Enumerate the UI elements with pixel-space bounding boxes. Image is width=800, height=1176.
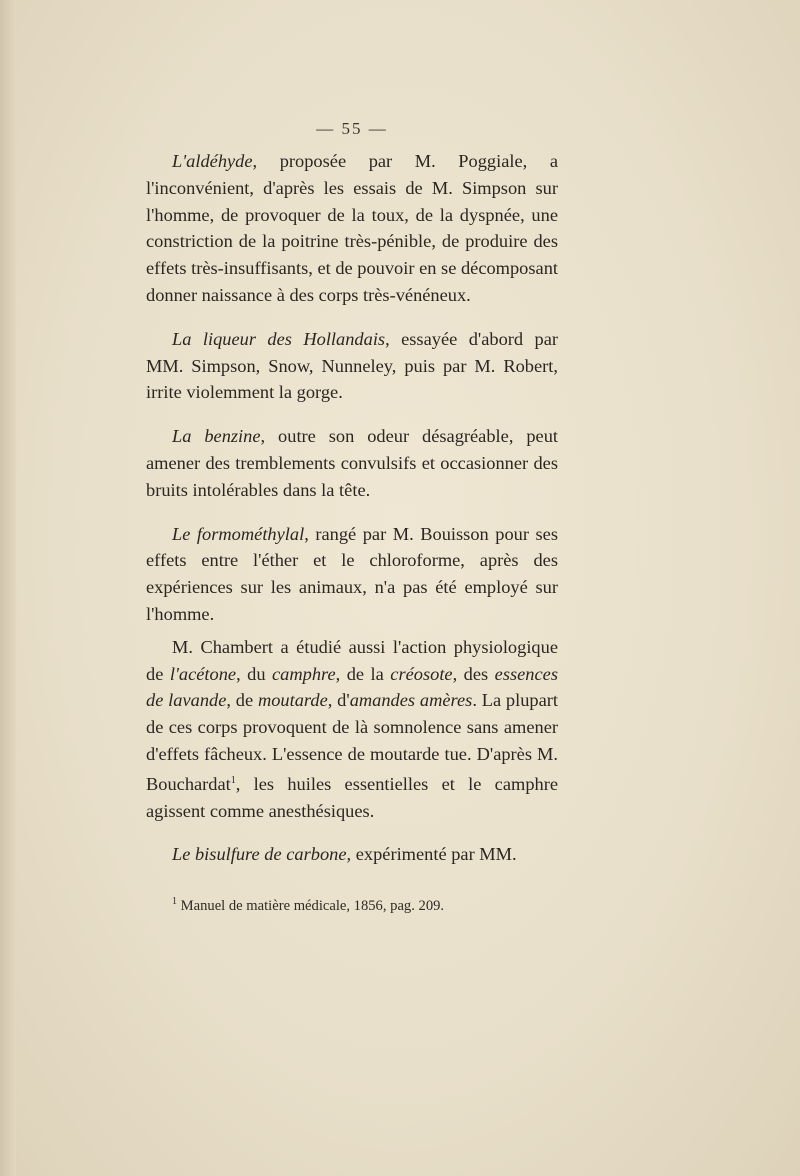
paragraph-chambert [146,634,558,825]
term-liqueur-hollandais: La liqueur des Hollandais [172,328,386,349]
page-gutter-edge [0,0,16,1176]
term-moutarde: moutarde [257,690,328,711]
term-amandes-ameres: amandes amères [349,690,473,711]
chambert-text-4: , des [452,663,495,684]
paragraph-formomethylal [146,521,558,628]
chambert-text-3: , de la [335,663,391,684]
page-number: — 55 — [316,119,388,138]
paragraph-liqueur-hollandais [146,326,558,406]
chambert-text-6: , d' [327,690,350,711]
paragraph-formomethylal-text: , rangé par M. Bouisson pour ses effets entre l'éther et le chloroforme, après des expériences sur les animaux, n'a pas été employé sur l'homme. [146,523,558,624]
footnote [146,892,558,916]
paragraph-bisulfure-text: expérimenté par MM. [351,844,517,865]
term-formomethylal: Le formométhylal [172,523,305,544]
chambert-text-7: . La plupart de ces corps provoquent de là somnolence sans amener d'effets fâcheux. L'essence de moutarde tue. D'après M. Bouchardat [146,690,559,794]
term-aldehyde: L'aldéhyde [172,151,253,171]
term-camphre: camphre [271,663,336,684]
paragraph-benzine-text: outre son odeur désagréable, peut amener des tremblements convulsifs et occasionner des bruits intolérables dans la tête. [146,426,558,500]
chambert-text-1: M. Chambert a étudié aussi l'action physiologique de [146,636,558,684]
footnote-reference: 1 [230,774,236,786]
footnote-mark: 1 [172,896,177,908]
paragraph-benzine [146,423,558,503]
term-creosote: créosote [390,663,453,684]
term-benzine: La benzine, [172,426,266,447]
paragraph-liqueur-text: , essayée d'abord par MM. Simpson, Snow, Nunneley, puis par M. Robert, irrite violemment la gorge. [146,328,558,403]
paragraph-aldehyde [146,148,558,309]
chambert-text-8: , les huiles essentielles et le camphre agissent comme anesthésiques. [146,773,558,821]
page-text-block [146,116,558,916]
chambert-text-5: , de [226,690,258,711]
term-essences-lavande: essences de lavande [146,663,558,711]
paragraph-bisulfure [146,841,558,868]
term-acetone: l'acétone [169,663,237,684]
paragraph-aldehyde-text: , proposée par M. Poggiale, a l'inconvénient, d'après les essais de M. Simpson sur l'homme, de provoquer de la toux, de la dyspnée, une constriction de la poitrine très-pénible, de produire des effets très-insuffisants, et de pouvoir en se décomposant donner naissance à des corps très-vénéneux. [146,151,558,305]
term-bisulfure-carbone: Le bisulfure de carbone, [172,844,352,865]
footnote-text: Manuel de matière médicale, 1856, pag. 209. [177,898,445,915]
chambert-text-2: , du [236,663,272,684]
